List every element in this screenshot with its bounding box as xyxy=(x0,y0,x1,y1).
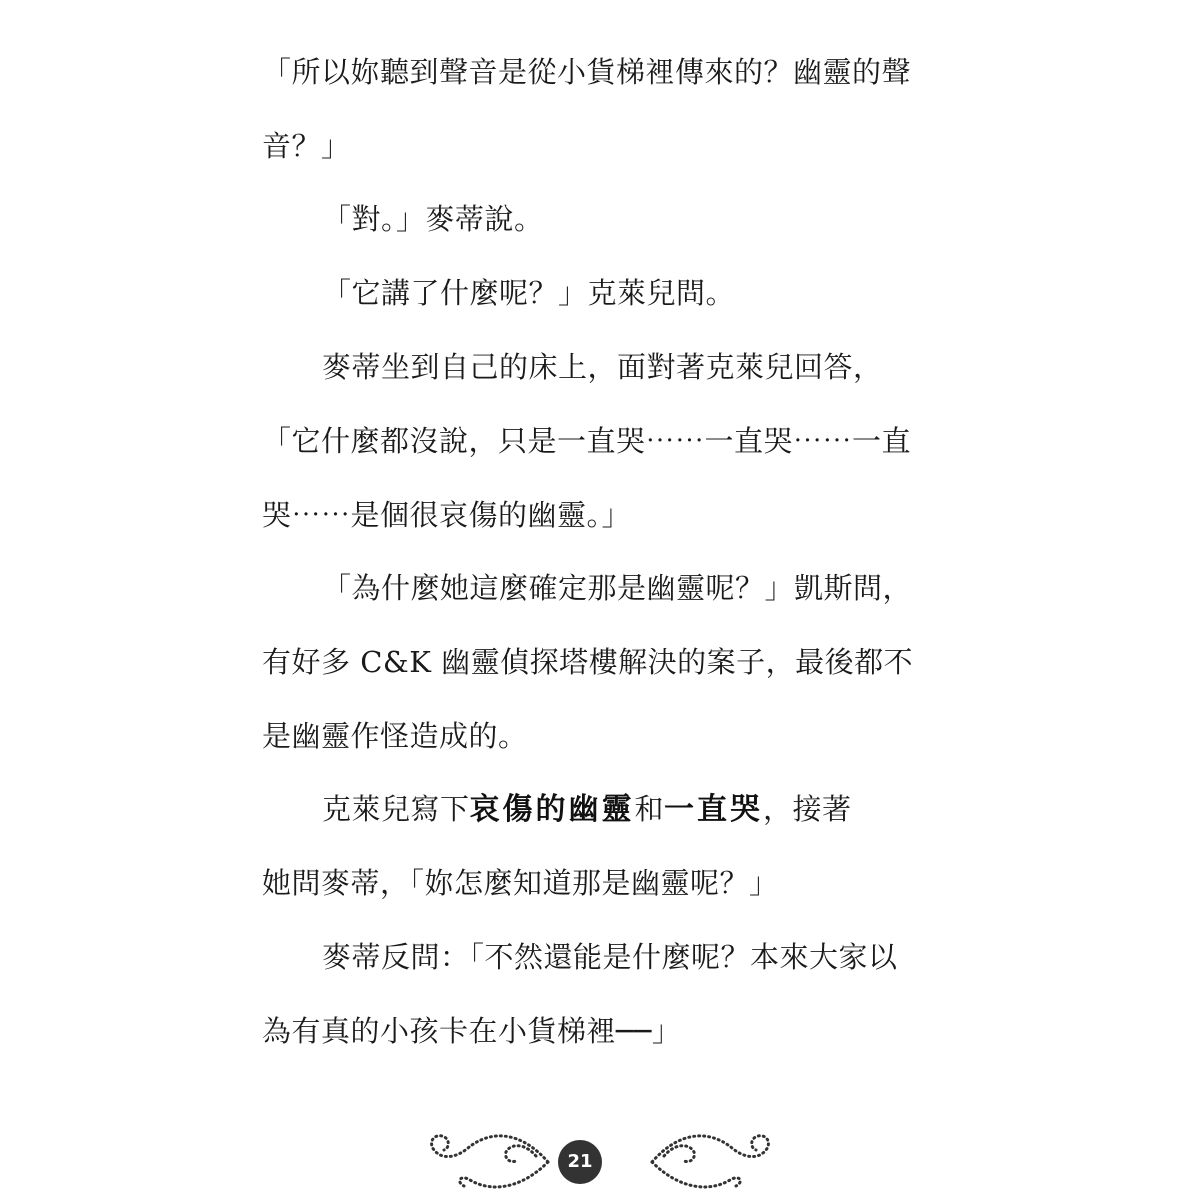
text-segment: 和 xyxy=(634,792,665,826)
text-line: 有好多 C&K 幽靈偵探塔樓解決的案子，最後都不 xyxy=(262,645,914,679)
text-line: 「它什麼都沒說，只是一直哭⋯⋯一直哭⋯⋯一直 xyxy=(262,424,912,458)
text-line: 為有真的小孩卡在小貨梯裡──」 xyxy=(262,1014,682,1048)
text-segment: ，接著 xyxy=(763,792,852,826)
handwritten-note: 哀傷的幽靈 xyxy=(469,792,635,827)
text-line: 音？」 xyxy=(262,129,351,163)
text-line: 麥蒂反問：「不然還能是什麼呢？本來大家以 xyxy=(322,940,898,974)
text-line-with-handwriting xyxy=(322,789,972,830)
text-line: 「為什麼她這麼確定那是幽靈呢？」凱斯問， xyxy=(322,571,913,605)
text-line: 「它講了什麼呢？」克萊兒問。 xyxy=(322,276,736,310)
text-line: 麥蒂坐到自己的床上，面對著克萊兒回答， xyxy=(322,350,883,384)
text-line: 是幽靈作怪造成的。 xyxy=(262,719,528,753)
text-line: 哭⋯⋯是個很哀傷的幽靈。」 xyxy=(262,498,632,532)
text-line: 「對。」麥蒂說。 xyxy=(322,202,544,236)
handwritten-note: 一直哭 xyxy=(664,792,764,827)
text-segment: 克萊兒寫下 xyxy=(322,792,470,826)
text-line: 「所以妳聽到聲音是從小貨梯裡傳來的？幽靈的聲 xyxy=(262,55,912,89)
page-number: 21 xyxy=(558,1140,602,1184)
text-line: 她問麥蒂，「妳怎麼知道那是幽靈呢？」 xyxy=(262,866,779,900)
